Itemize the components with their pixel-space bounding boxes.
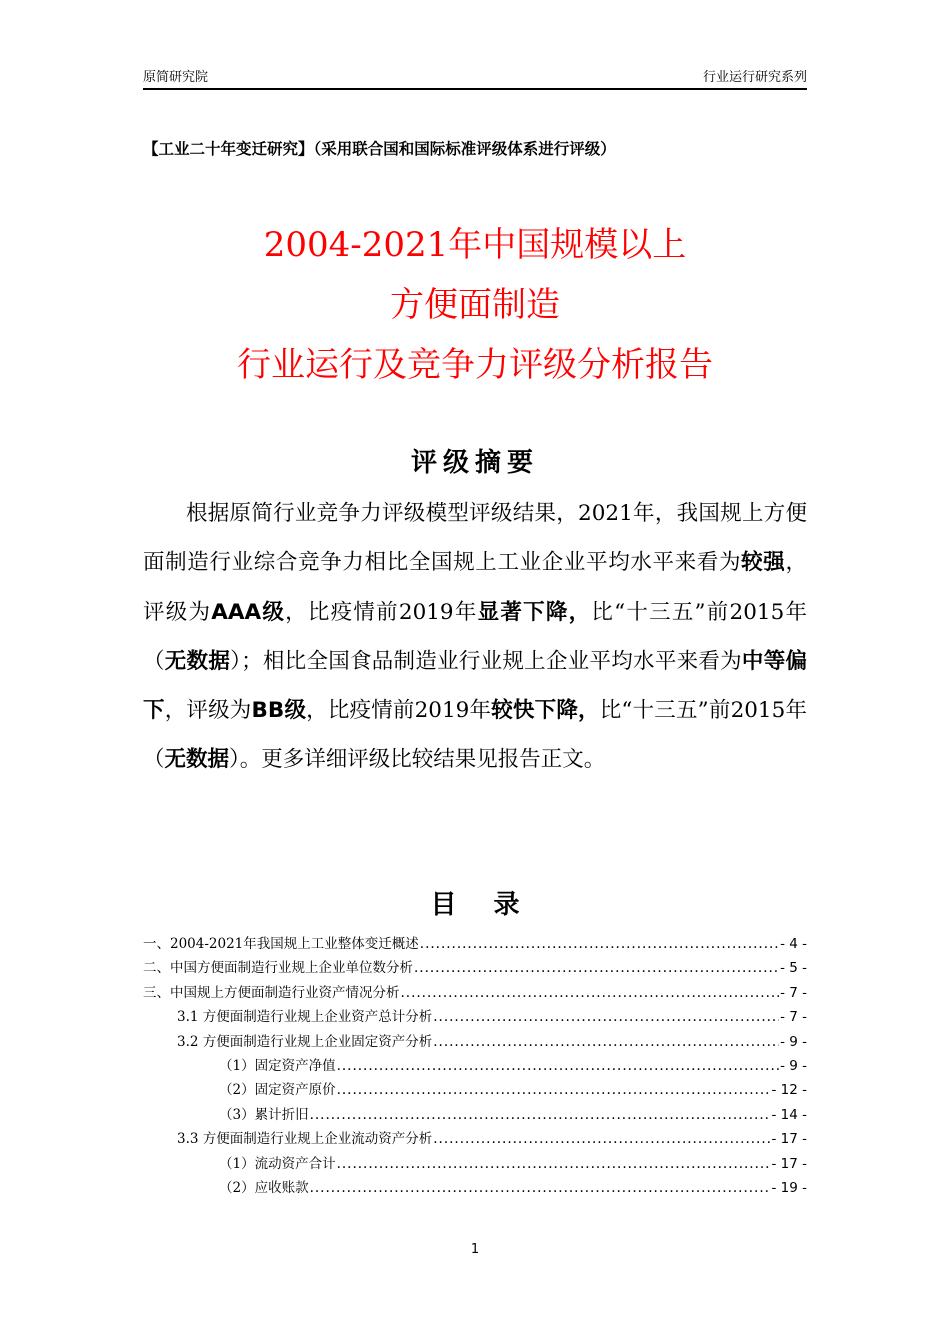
toc-entry-title[interactable]: （1）固定资产净值 xyxy=(219,1057,336,1074)
toc-entry-title[interactable]: 二、中国方便面制造行业规上企业单位数分析 xyxy=(143,960,413,977)
summary-text: 比“十三五”前2015年（ xyxy=(143,599,808,674)
toc-entry[interactable] xyxy=(143,932,807,956)
toc-entry-title[interactable]: （2）应收账款 xyxy=(219,1179,309,1196)
toc-leader-dots xyxy=(337,1082,771,1098)
toc-leader-dots xyxy=(414,960,779,976)
summary-text: ，比疫情前2019年 xyxy=(306,698,492,724)
toc-entry-page[interactable]: - 17 - xyxy=(771,1155,807,1172)
toc-leader-dots xyxy=(310,1180,771,1196)
report-title-line-2: 方便面制造 xyxy=(390,285,560,325)
toc-entry[interactable] xyxy=(143,1054,807,1078)
toc-entry-title[interactable]: 一、2004-2021年我国规上工业整体变迁概述 xyxy=(143,936,419,952)
summary-text: 根据原简行业竞争力评级模型评级结果，2021年，我国规上方便面制造行业综合竞争力相比全国规上工业企业平均水平来看为 xyxy=(143,501,807,576)
toc-entry-page[interactable]: - 4 - xyxy=(780,936,807,952)
toc-entry[interactable] xyxy=(143,1030,807,1054)
summary-emphasis: 无数据 xyxy=(164,648,231,674)
toc-entry-title[interactable]: 3.2 方便面制造行业规上企业固定资产分析 xyxy=(177,1033,433,1050)
summary-emphasis: 较快下降， xyxy=(491,698,600,724)
report-title-line-3: 行业运行及竞争力评级分析报告 xyxy=(237,345,713,385)
toc-entry-page[interactable]: - 14 - xyxy=(771,1106,807,1123)
toc-heading: 目 录 xyxy=(430,890,534,920)
toc-leader-dots xyxy=(420,936,779,952)
summary-emphasis: 无数据 xyxy=(164,747,230,773)
toc-leader-dots xyxy=(310,1107,771,1123)
summary-emphasis: BB级 xyxy=(251,698,307,724)
toc-entry-title[interactable]: （2）固定资产原价 xyxy=(219,1082,336,1099)
summary-emphasis: 较强 xyxy=(741,550,786,576)
toc-entry-page[interactable]: - 9 - xyxy=(780,1057,807,1074)
report-title xyxy=(0,215,950,395)
toc-entry-title[interactable]: 3.1 方便面制造行业规上企业资产总计分析 xyxy=(177,1009,433,1026)
summary-text: ）。更多详细评级比较结果见报告正文。 xyxy=(229,747,606,773)
toc-leader-dots xyxy=(433,1034,779,1050)
toc-entry-page[interactable]: - 7 - xyxy=(780,1009,807,1026)
summary-emphasis: 中等偏下 xyxy=(143,648,807,724)
summary-emphasis: 显著下降， xyxy=(477,599,592,625)
table-of-contents xyxy=(143,932,807,1200)
toc-entry-page[interactable]: - 19 - xyxy=(771,1179,807,1196)
toc-entry[interactable] xyxy=(143,1078,807,1102)
summary-text: ，评级为 xyxy=(164,698,252,724)
toc-entry-title[interactable]: 三、中国规上方便面制造行业资产情况分析 xyxy=(143,984,400,1001)
summary-emphasis: AAA级 xyxy=(211,599,286,625)
toc-leader-dots xyxy=(337,1156,771,1172)
toc-entry[interactable] xyxy=(143,1176,807,1200)
report-title-line-1: 2004-2021年中国规模以上 xyxy=(263,225,687,265)
toc-entry[interactable] xyxy=(143,1103,807,1127)
toc-entry[interactable] xyxy=(143,1005,807,1029)
page-number: 1 xyxy=(470,1242,480,1257)
series-subtitle: 【工业二十年变迁研究】（采用联合国和国际标准评级体系进行评级） xyxy=(143,140,616,158)
toc-entry[interactable] xyxy=(143,1127,807,1151)
toc-leader-dots xyxy=(401,985,780,1001)
toc-leader-dots xyxy=(337,1058,779,1074)
summary-paragraph xyxy=(143,489,807,785)
summary-text: ，比疫情前2019年 xyxy=(285,599,478,625)
header-series: 行业运行研究系列 xyxy=(702,70,807,85)
summary-text: 比“十三五”前2015年（ xyxy=(143,698,807,773)
toc-entry[interactable] xyxy=(143,1152,807,1176)
toc-entry-page[interactable]: - 12 - xyxy=(771,1082,807,1099)
toc-entry-title[interactable]: 3.3 方便面制造行业规上企业流动资产分析 xyxy=(177,1131,433,1148)
toc-entry-title[interactable]: （3）累计折旧 xyxy=(219,1106,309,1123)
header-publisher: 原简研究院 xyxy=(143,70,209,85)
toc-entry-page[interactable]: - 5 - xyxy=(780,960,807,977)
summary-text: ，评级为 xyxy=(143,550,807,625)
summary-text: ）；相比全国食品制造业行业规上企业平均水平来看为 xyxy=(230,648,742,674)
toc-entry-title[interactable]: （1）流动资产合计 xyxy=(219,1155,336,1172)
toc-leader-dots xyxy=(433,1009,779,1025)
toc-entry-page[interactable]: - 17 - xyxy=(771,1131,807,1148)
toc-entry-page[interactable]: - 7 - xyxy=(780,984,807,1001)
toc-entry[interactable] xyxy=(143,956,807,980)
page-header xyxy=(143,64,807,90)
toc-entry[interactable] xyxy=(143,981,807,1005)
toc-leader-dots xyxy=(433,1131,770,1147)
toc-entry-page[interactable]: - 9 - xyxy=(780,1033,807,1050)
summary-heading: 评级摘要 xyxy=(410,448,539,478)
